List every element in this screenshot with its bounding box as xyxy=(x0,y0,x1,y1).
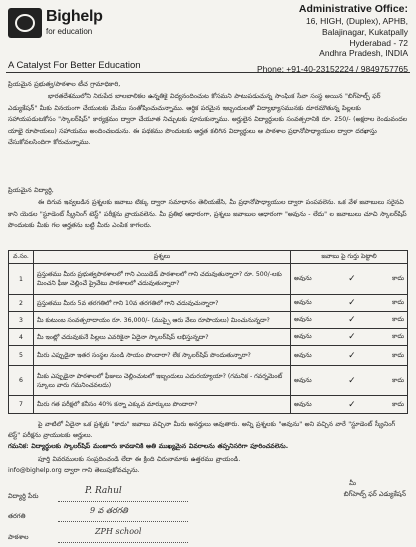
row-answer xyxy=(291,346,408,366)
table-row xyxy=(9,329,408,346)
table-row xyxy=(9,396,408,414)
greeting: ప్రియమైన ప్రభుత్వ/పాఠశాల టీచ గ్రామాధికారి, xyxy=(8,81,121,88)
organisation-signature: బిగ్‌హెల్ప్ ఫర్ ఎడ్యుకేషన్ xyxy=(343,490,406,498)
check-mark-icon: ✓ xyxy=(348,315,356,325)
check-mark-icon: ✓ xyxy=(348,298,356,308)
answer-yes[interactable]: అవును xyxy=(294,333,312,340)
table-row xyxy=(9,312,408,329)
table-row xyxy=(9,295,408,312)
row-question: మీరు ఎప్పుడైనా ఇతర సంస్థల నుండి సాయం పొందారా? లేక స్కాలర్‌షిప్ పొందుతున్నారా? xyxy=(34,346,291,366)
bighelp-logo xyxy=(8,6,108,46)
col-header-number: వ.సం. xyxy=(9,251,34,264)
answer-yes[interactable]: అవును xyxy=(294,275,312,282)
row-question: మీ ఇంట్లో చదువుకునే పిల్లలు ఎవరికైనా ఏదైనా స్కాలర్‌షిప్ లభిస్తున్నదా? xyxy=(34,329,291,346)
tagline: A Catalyst For Better Education xyxy=(8,60,141,71)
row-answer xyxy=(291,396,408,414)
row-number: 4 xyxy=(9,329,34,346)
row-number: 3 xyxy=(9,312,34,329)
row-answer xyxy=(291,329,408,346)
check-mark-icon: ✓ xyxy=(348,350,356,361)
table-row xyxy=(9,346,408,366)
dear-student: ప్రియమైన విద్యార్థి, xyxy=(8,187,54,194)
answer-no[interactable]: కాదు xyxy=(392,299,404,306)
address-line: Balajinagar, Kukatpally xyxy=(321,26,408,37)
header-divider xyxy=(6,72,410,73)
school-value: ZPH school xyxy=(95,527,142,536)
answer-yes[interactable]: అవును xyxy=(294,376,312,384)
row-number: 7 xyxy=(9,396,34,414)
answer-yes[interactable]: అవును xyxy=(294,351,312,359)
logo-mark-icon xyxy=(8,8,42,38)
field-class-label: తరగతి xyxy=(8,512,26,520)
row-question: మీకు ఎప్పుడైనా పాఠశాలలో ఫీజులు చెల్లించుటలో ఇబ్బందులు ఎదురయ్యాయా? (గమనిక - గవర్నమెంట్ స్కూలు వారు గమనించవలదు) xyxy=(34,366,291,396)
field-school-label: పాఠశాల xyxy=(8,533,29,541)
answer-no[interactable]: కాదు xyxy=(392,275,404,282)
answer-no[interactable]: కాదు xyxy=(392,400,404,408)
check-mark-icon: ✓ xyxy=(348,332,356,342)
row-answer xyxy=(291,312,408,329)
office-title: Administrative Office: xyxy=(298,3,408,15)
contact-email: info@bighelp.org ద్వారా గాని తెలుపుకోవచ్చును. xyxy=(8,467,140,474)
row-question: మీరు గత పరీక్షలో కనీసం 40% కన్నా ఎక్కువ మార్కులు పొందారా? xyxy=(34,396,291,414)
note-important: గమనిక: విద్యార్థులకు స్కాలర్‌షిప్ మంజూరు కావడానికి అతి ముఖ్యమైన వివరాలను తప్పనిసరిగా పూరించవలెను. xyxy=(8,443,289,450)
check-mark-icon: ✓ xyxy=(348,274,356,284)
address-line: Andhra Pradesh, INDIA xyxy=(319,48,408,59)
row-number: 1 xyxy=(9,264,34,295)
student-name-value: P. Rahul xyxy=(85,486,122,496)
check-mark-icon: ✓ xyxy=(348,399,356,410)
row-number: 6 xyxy=(9,366,34,396)
answer-no[interactable]: కాదు xyxy=(392,316,404,323)
intro-paragraph: భారతదేశములోని నిరుపేద బాలబాలికల ఉన్నతికై విద్యనందించుట కోసమని పాటుపడుచున్న సాంఘిక సేవా సంస్థ అయిన "బిగ్‌హెల్ప్ ఫర్ ఎడ్యుకేషన్" మీకు వినయంగా చేయుటకు మేము సంతోషించుచున్నాము. ఆర్థిక పరమైన ఇబ్బందులతో విద్యాభ్యాసమునకు దూరమౌతున్న పిల్లలకు సహాయపడుటకోసం "స్కాలర్‌షిప్" కార్యక్రమం ద్వారా చేయూత నిచ్చుటకు పూనుకున్నాము. అర్హులైన విద్యార్థులకు సంవత్సరానికి రూ. 250/- (అక్షరాల రెండువందల యాభై రూపాయలు) సహాయము అందించబడును. ఈ పథకము పొందుటకు అర్హత కలిగిన విద్యార్థులు ఆ పాఠశాల ప్రధానోపాధ్యాయుల ద్వారా దరఖాస్తు చేసుకోవలసిందిగా కోరుచున్నాము. xyxy=(8,93,408,147)
answer-yes[interactable]: అవును xyxy=(294,299,312,306)
row-number: 5 xyxy=(9,346,34,366)
questions-table xyxy=(8,250,408,414)
row-question: ప్రస్తుతము మీరు ప్రభుత్వపాఠశాలలో గాని ఎయిడెడ్ పాఠశాలలో గాని చదువుతున్నారా? రూ. 500/-లకు మించని ఫీజు చెల్లించే ప్రైవేటు పాఠశాలలో చదువుతున్నారా? xyxy=(34,264,291,295)
answer-no[interactable]: కాదు xyxy=(392,351,404,359)
brand-name: Bighelp xyxy=(46,8,103,25)
class-value: 9 వ తరగతి xyxy=(90,506,128,515)
note-contact: పూర్తి వివరములకు సంప్రదించండి లేదా ఈ క్రింది చిరునామాకు ఉత్తరము వ్రాయండి. xyxy=(38,456,241,463)
answer-no[interactable]: కాదు xyxy=(392,333,404,340)
row-answer xyxy=(291,366,408,396)
field-student-name-label: విద్యార్థి పేరు xyxy=(8,492,39,500)
brand-subtitle: for education xyxy=(46,27,93,36)
row-question: ప్రస్తుతము మీరు 5వ తరగతిలో గాని 10వ తరగతిలో గాని చదువుచున్నారా? xyxy=(34,295,291,312)
row-question: మీ కుటుంబ సంవత్సరాదాయం రూ. 36,000/- (ముప్పై ఆరు వేలు రూపాయలు) మించునున్నదా? xyxy=(34,312,291,329)
check-mark-icon: ✓ xyxy=(348,375,356,386)
office-address-block xyxy=(257,3,408,75)
table-row xyxy=(9,366,408,396)
answer-yes[interactable]: అవును xyxy=(294,400,312,408)
row-number: 2 xyxy=(9,295,34,312)
table-row xyxy=(9,264,408,295)
instructions-paragraph: ఈ దిగువ ఇవ్వబడిన ప్రశ్నలకు జవాబు టిక్కు ద్వారా సమాధానం తెలియజేసి, మీ ప్రధానోపాధ్యాయుల ద్వారా పంపవలెను. ఒక వేళ జవాబులు సరైనవి కాని యెడల "స్టూడెంట్ స్క్రీనింగ్ టెస్ట్" పరీక్షను వ్రాయవలెను. మీ ప్రతిభ ఆధారంగా, ప్రశ్నలు జవాబుల ఆధారంగా "అవును - లేదు" ల జవాబులు చూచి స్కాలర్‌షిప్ పొందుటకు మీకు గల అర్హతను బట్టి మీరు ఎంపిక కాగలరు. xyxy=(8,199,407,230)
signature-salutation: మీ xyxy=(349,479,356,487)
answer-no[interactable]: కాదు xyxy=(392,376,404,384)
field-student-name-line[interactable] xyxy=(58,490,188,502)
answer-yes[interactable]: అవును xyxy=(294,316,312,323)
row-answer xyxy=(291,295,408,312)
col-header-question: ప్రశ్నలు xyxy=(34,251,291,264)
row-answer xyxy=(291,264,408,295)
phone-number: Phone: +91-40-23152224 / 9849757765 xyxy=(256,64,408,75)
note-ineligible: పై వాటిలో ఏదైనా ఒక ప్రశ్నకు "కాదు" జవాబు వచ్చినా మీరు అనర్హులు అవుతారు. అన్ని ప్రశ్నలకు "అవును" అని వచ్చిన వారే "స్టూడెంట్ స్క్రీనింగ్ టెస్ట్" పరీక్షను వ్రాయుటకు అర్హులు. xyxy=(8,421,396,439)
address-line: Hyderabad - 72 xyxy=(349,37,408,48)
col-header-answer: జవాబు పై గుర్తు పెట్టాలి xyxy=(291,251,408,264)
address-line: 16, HIGH, (Duplex), APHB, xyxy=(305,16,408,26)
table-header-row xyxy=(9,251,408,264)
